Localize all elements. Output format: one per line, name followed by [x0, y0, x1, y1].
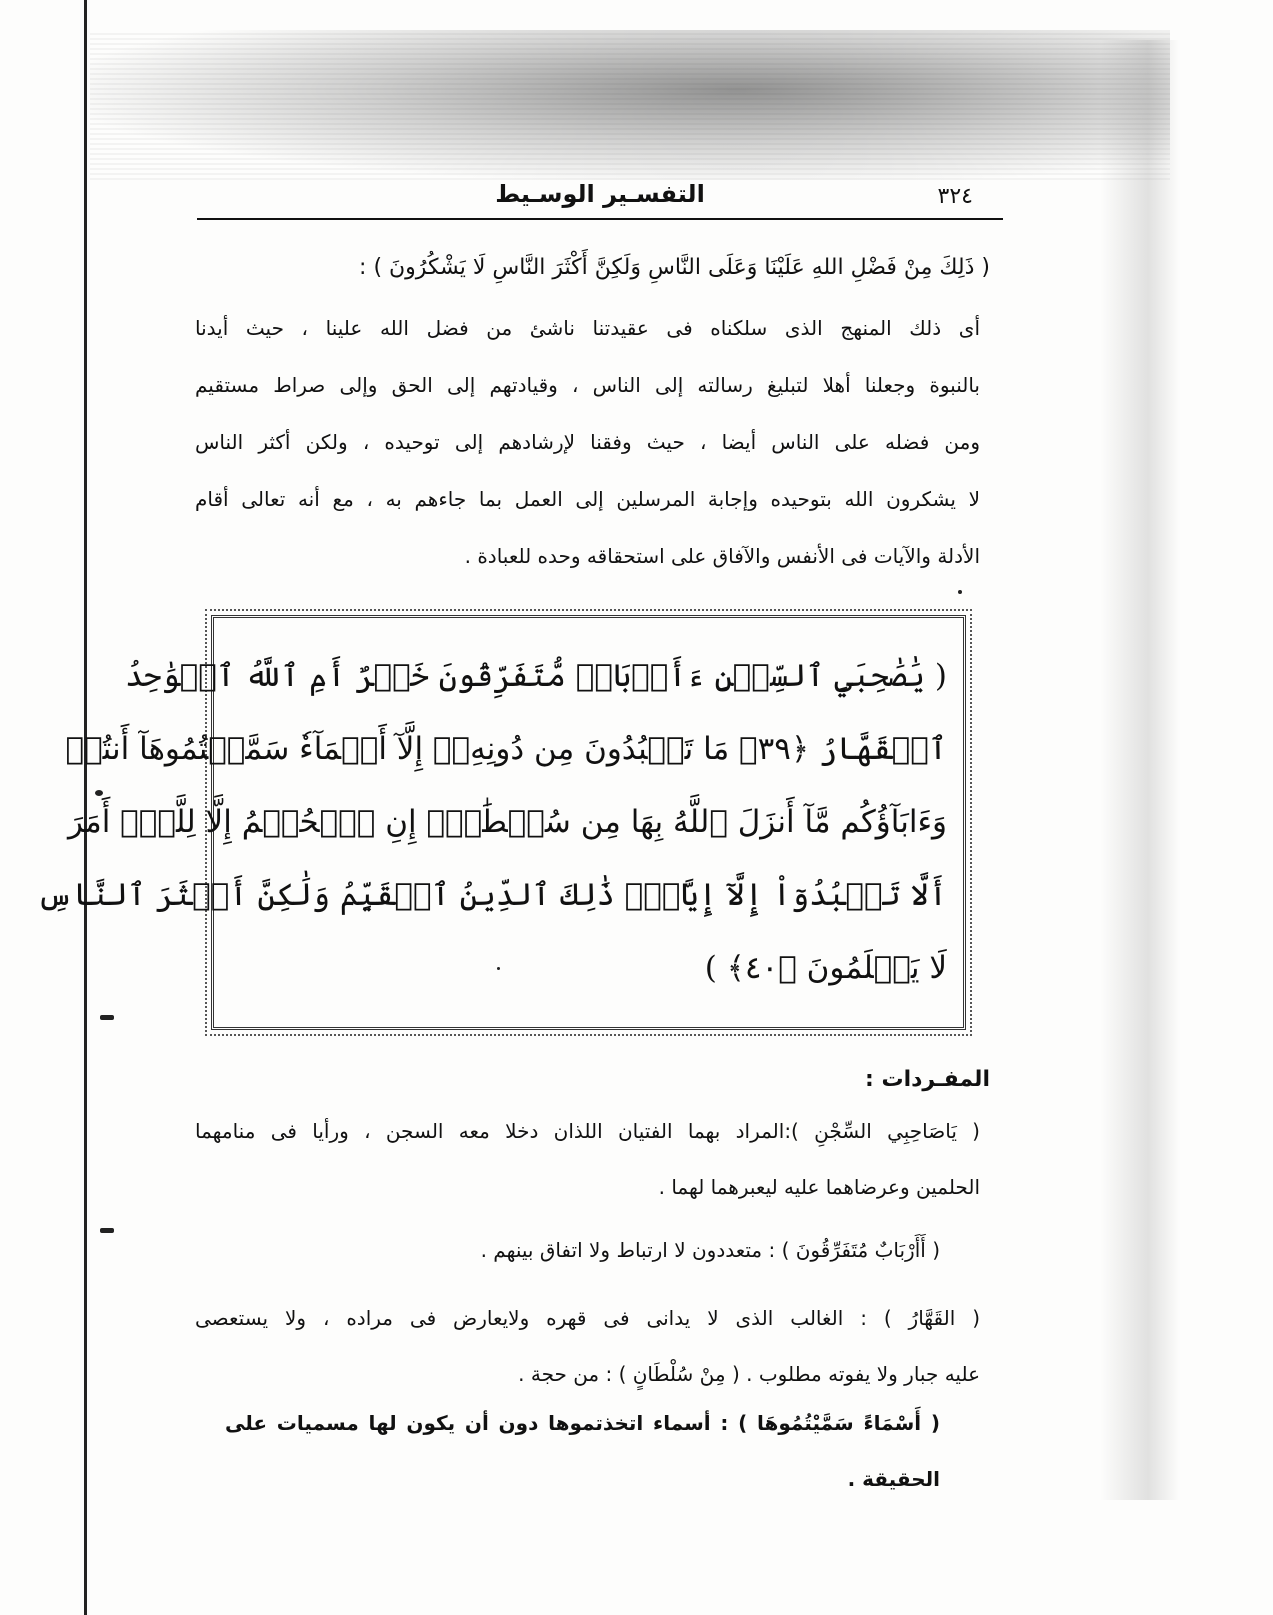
vocabulary-heading: المفـردات :: [865, 1067, 990, 1092]
vocabulary-entry: [195, 1103, 980, 1215]
commentary-line: بالنبوة وجعلنا أهلا لتبليغ رسالته إلى الناس ، وقيادتهم إلى الحق وإلى صراط مستقيم: [195, 373, 980, 397]
commentary-line: لا يشكرون الله بتوحيده وإجابة المرسلين إلى العمل بما جاءهم به ، مع أنه تعالى أقام: [195, 487, 980, 511]
commentary-line: ومن فضله على الناس أيضا ، حيث وفقنا لإرشادهم إلى توحيده ، ولكن أكثر الناس: [195, 430, 980, 454]
scan-speck: [958, 590, 962, 594]
quran-line: وَءَابَآؤُكُم مَّآ أَنزَلَ ٱللَّهُ بِهَا مِن سُلۡطَٰنٍۚ إِنِ ٱلۡحُكۡمُ إِلَّا لِلَّهِۚ أَمَرَ: [68, 804, 947, 840]
scan-speck: [95, 790, 103, 796]
entry-line: ( أَأَرْبَابٌ مُتَفَرِّقُونَ ) : متعددون لا ارتباط ولا اتفاق بينهم .: [480, 1238, 940, 1262]
page-header: [197, 178, 1003, 218]
entry-line: ( القَهَّارُ ) : الغالب الذى لا يدانى فى قهره ولايعارض فى مراده ، ولا يستعصى: [195, 1306, 980, 1330]
vocabulary-entry: [195, 1290, 980, 1402]
header-rule: [197, 218, 1003, 220]
quran-line: لَا يَعۡلَمُونَ ﴿٤٠﴾ ): [704, 950, 947, 986]
entry-line: ( أَسْمَاءً سَمَّيْتُمُوهَا ) : أسماء اتخذتموها دون أن يكون لها مسميات على الحقيقة .: [225, 1411, 940, 1491]
scan-noise-band: [90, 30, 1170, 180]
entry-line: عليه جبار ولا يفوته مطلوب . ( مِنْ سُلْطَانٍ ) : من حجة .: [518, 1362, 980, 1386]
commentary-line: أى ذلك المنهج الذى سلكناه فى عقيدتنا ناشئ من فضل الله علينا ، حيث أيدنا: [195, 316, 980, 340]
vocabulary-entry: [225, 1395, 940, 1507]
scan-shadow-right: [1100, 40, 1180, 1500]
page-number: ٣٢٤: [937, 184, 973, 209]
quran-line: ( يَٰصَٰحِبَيِ ٱلسِّجۡنِ ءَأَرۡبَابٞ مُّتَفَرِّقُونَ خَيۡرٌ أَمِ ٱللَّهُ ٱلۡوَٰحِدُ: [125, 658, 947, 694]
scan-speck: [100, 1228, 114, 1233]
entry-line: ( يَاصَاحِبِي السِّجْنِ ):المراد بهما الفتيان اللذان دخلا معه السجن ، ورأيا فى منامهما: [195, 1119, 980, 1143]
commentary-line: الأدلة والآيات فى الأنفس والآفاق على استحقاقه وحده للعبادة .: [464, 544, 980, 568]
quran-verse-text: [36, 640, 947, 1005]
entry-line: الحلمين وعرضاهما عليه ليعبرهما لهما .: [658, 1175, 980, 1199]
vocabulary-entry: [360, 1222, 940, 1278]
scan-speck: [497, 967, 500, 970]
quran-line: ٱلۡقَهَّارُ ﴿٣٩﴾ مَا تَعۡبُدُونَ مِن دُونِهِۦٓ إِلَّآ أَسۡمَآءٗ سَمَّيۡتُمُوهَآ أَنتُمۡ: [65, 731, 947, 767]
scan-speck: [100, 1015, 114, 1020]
verse-quote: ( ذَلِكَ مِنْ فَضْلِ اللهِ عَلَيْنَا وَعَلَى النَّاسِ وَلَكِنَّ أَكْثَرَ النَّاسِ لَا يَشْكُرُونَ ) :: [359, 255, 990, 280]
quran-line: أَلَّا تَعۡبُدُوٓاْ إِلَّآ إِيَّاهُۚ ذَٰلِكَ ٱلدِّينُ ٱلۡقَيِّمُ وَلَٰكِنَّ أَكۡثَرَ ٱلنَّاسِ: [36, 877, 947, 913]
running-title: التفسـير الوسـيط: [495, 180, 705, 208]
commentary-paragraph: [195, 300, 980, 585]
